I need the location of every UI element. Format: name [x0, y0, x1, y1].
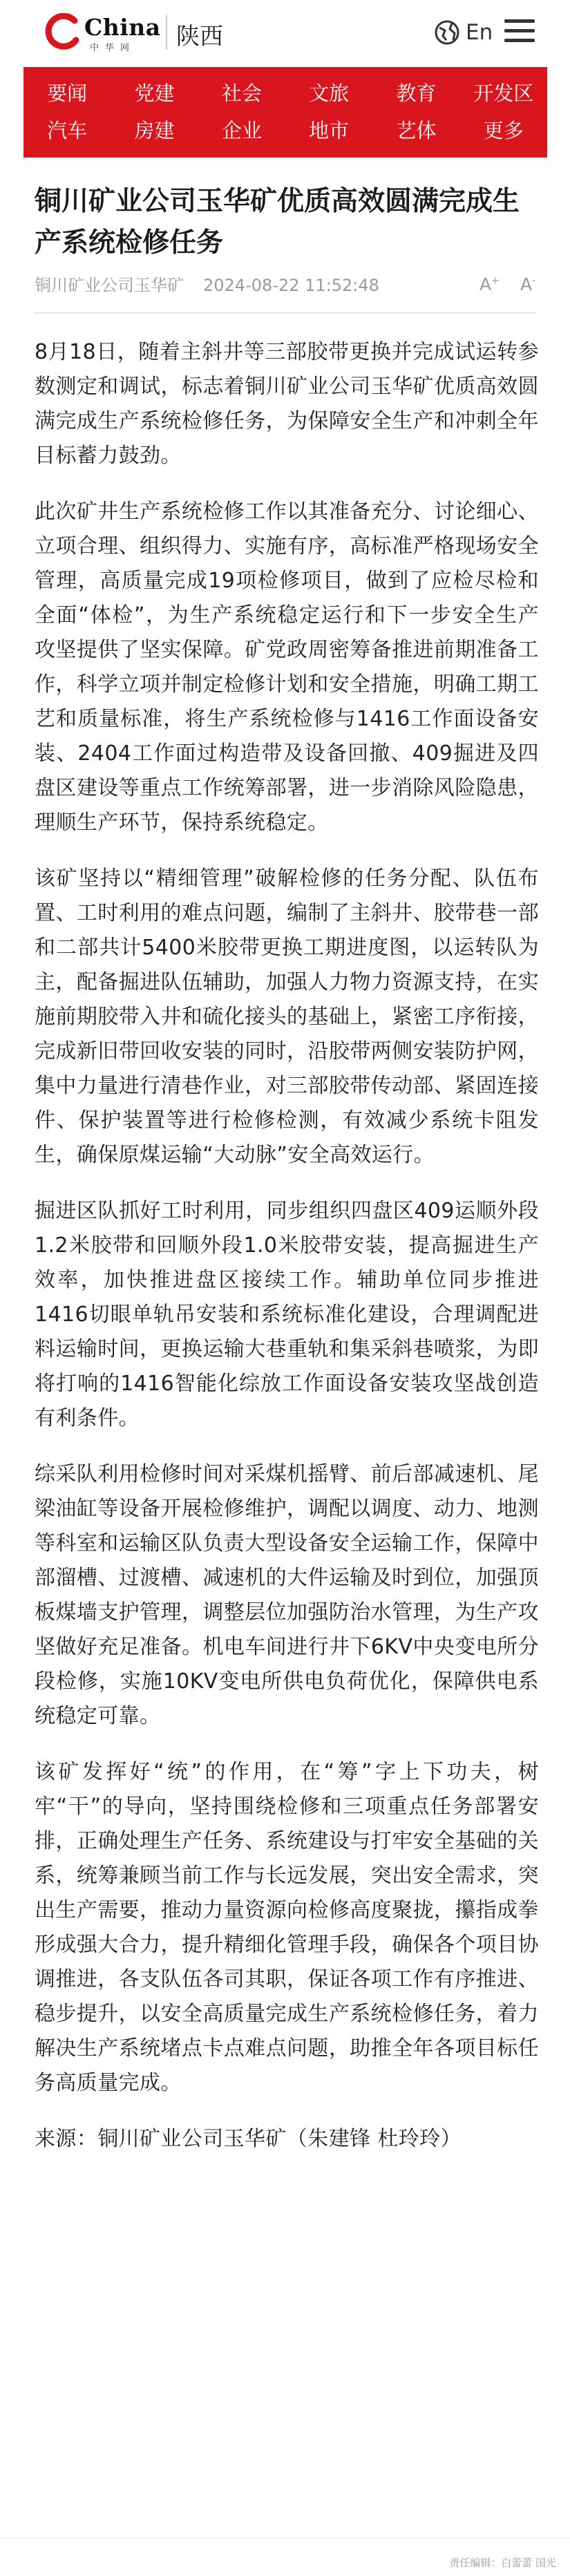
font-increase-label: A — [479, 274, 492, 294]
article-paragraph: 此次矿井生产系统检修工作以其准备充分、讨论细心、立项合理、组织得力、实施有序，高标准严格现场安全管理，高质量完成19项检修项目，做到了应检尽检和全面“体检”，为生产系统稳定运行和下一步安全生产攻坚提供了坚实保障。矿党政周密筹备推进前期准备工作，科学立项并制定检修计划和安全措施，明确工期工艺和质量标准，将生产系统检修与1416工作面设备安装、2404工作面过构造带及设备回撤、409掘进及四盘区建设等重点工作统筹部署，进一步消除风险隐患，理顺生产环节，保持系统稳定。 — [35, 500, 539, 835]
font-decrease-label: A — [520, 274, 533, 294]
footer-divider — [0, 2538, 570, 2539]
site-logo[interactable] — [41, 10, 180, 55]
china-logo-ring-icon — [41, 11, 82, 51]
font-increase-button[interactable] — [479, 274, 500, 294]
article-paragraph: 该矿坚持以“精细管理”破解检修的任务分配、队伍布置、工时利用的难点问题，编制了主斜井、胶带巷一部和二部共计5400米胶带更换工期进度图，以运转队为主，配备掘进队伍辅助，加强人力物力资源支持，在实施前期胶带入井和硫化接头的基础上，紧密工序衔接，完成新旧带回收安装的同时，沿胶带两侧安装防护网，集中力量进行清巷作业，对三部胶带传动部、紧固连接件、保护装置等进行检修检测，有效减少系统卡阻发生，确保原煤运输“大动脉”安全高效运行。 — [35, 866, 539, 1167]
nav-item-education[interactable]: 教育 — [396, 82, 437, 105]
article-source-line: 来源：铜川矿业公司玉华矿（朱建锋 杜玲玲） — [35, 2127, 462, 2151]
article-paragraph: 综采队利用检修时间对采煤机摇臂、前后部减速机、尾梁油缸等设备开展检修维护，调配以调度、动力、地测等科室和运输区队负责大型设备安全运输工作，保障中部溜槽、过渡槽、减速机的大件运输及时到位，加强顶板煤墙支护管理，调整层位加强防治水管理，为生产攻坚做好充足准备。机电车间进行井下6KV中央变电所分段检修，实施10KV变电所供电负荷优化，保障供电系统稳定可靠。 — [35, 1462, 539, 1728]
minus-icon: - — [532, 275, 536, 287]
language-switch[interactable] — [434, 18, 493, 47]
nav-item-dev-zone[interactable]: 开发区 — [473, 82, 534, 105]
nav-item-society[interactable]: 社会 — [221, 82, 262, 105]
nav-item-real-estate[interactable]: 房建 — [134, 118, 175, 142]
region-label: 陕西 — [176, 23, 223, 50]
article-paragraph: 该矿发挥好“统”的作用，在“筹”字上下功夫，树牢“干”的导向，坚持围绕检修和三项重点任务部署安排，正确处理生产任务、系统建设与打牢安全基础的关系，统筹兼顾当前工作与长远发展，突出安全需求，突出生产需要，推动力量资源向检修高度聚拢，攥指成拳形成强大合力，提升精细化管理手段，确保各个项目协调推进，各支队伍各司其职，保证各项工作有序推进、稳步提升，以安全高质量完成生产系统检修任务，着力解决生产系统堵点卡点难点问题，助推全年各项目标任务高质量完成。 — [35, 1760, 539, 2095]
plus-icon: + — [491, 275, 500, 287]
article-source: 铜川矿业公司玉华矿 — [35, 276, 184, 295]
logo-text: China — [84, 14, 161, 41]
hamburger-menu-icon[interactable] — [504, 18, 535, 44]
logo-divider — [166, 15, 167, 50]
article-title: 铜川矿业公司玉华矿优质高效圆满完成生产系统检修任务 — [35, 186, 520, 258]
article-meta — [35, 272, 379, 296]
title-divider — [35, 312, 535, 314]
nav-item-cities[interactable]: 地市 — [309, 118, 350, 142]
channel-nav — [23, 67, 547, 158]
logo-subtext: 中华网 — [90, 43, 136, 53]
article-time: 2024-08-22 11:52:48 — [203, 276, 379, 295]
font-decrease-button[interactable] — [520, 274, 535, 294]
article-body — [35, 325, 539, 2157]
language-label: En — [466, 20, 493, 45]
nav-item-more[interactable]: 更多 — [483, 118, 524, 142]
site-header — [0, 0, 570, 65]
responsible-editor: 责任编辑：白蕾蕾 国光 — [449, 2557, 556, 2569]
globe-icon — [434, 19, 460, 46]
article-paragraph: 掘进区队抓好工时利用，同步组织四盘区409运顺外段1.2米胶带和回顺外段1.0米胶带安装，提高掘进生产效率，加快推进盘区接续工作。辅助单位同步推进1416切眼单轨吊安装和系统标准化建设，合理调配进料运输时间，更换运输大巷重轨和集采斜巷喷浆，为即将打响的1416智能化综放工作面设备安装攻坚战创造有利条件。 — [35, 1199, 539, 1430]
nav-item-news[interactable]: 要闻 — [47, 82, 88, 105]
article-paragraph: 8月18日，随着主斜井等三部胶带更换并完成试运转参数测定和调试，标志着铜川矿业公司玉华矿优质高效圆满完成生产系统检修任务，为保障安全生产和冲刺全年目标蓄力鼓劲。 — [35, 340, 539, 468]
nav-item-auto[interactable]: 汽车 — [47, 118, 88, 142]
nav-item-party[interactable]: 党建 — [134, 82, 175, 105]
nav-item-enterprise[interactable]: 企业 — [221, 118, 262, 142]
nav-item-arts-sports[interactable]: 艺体 — [396, 118, 437, 142]
nav-item-culture-travel[interactable]: 文旅 — [309, 82, 350, 105]
